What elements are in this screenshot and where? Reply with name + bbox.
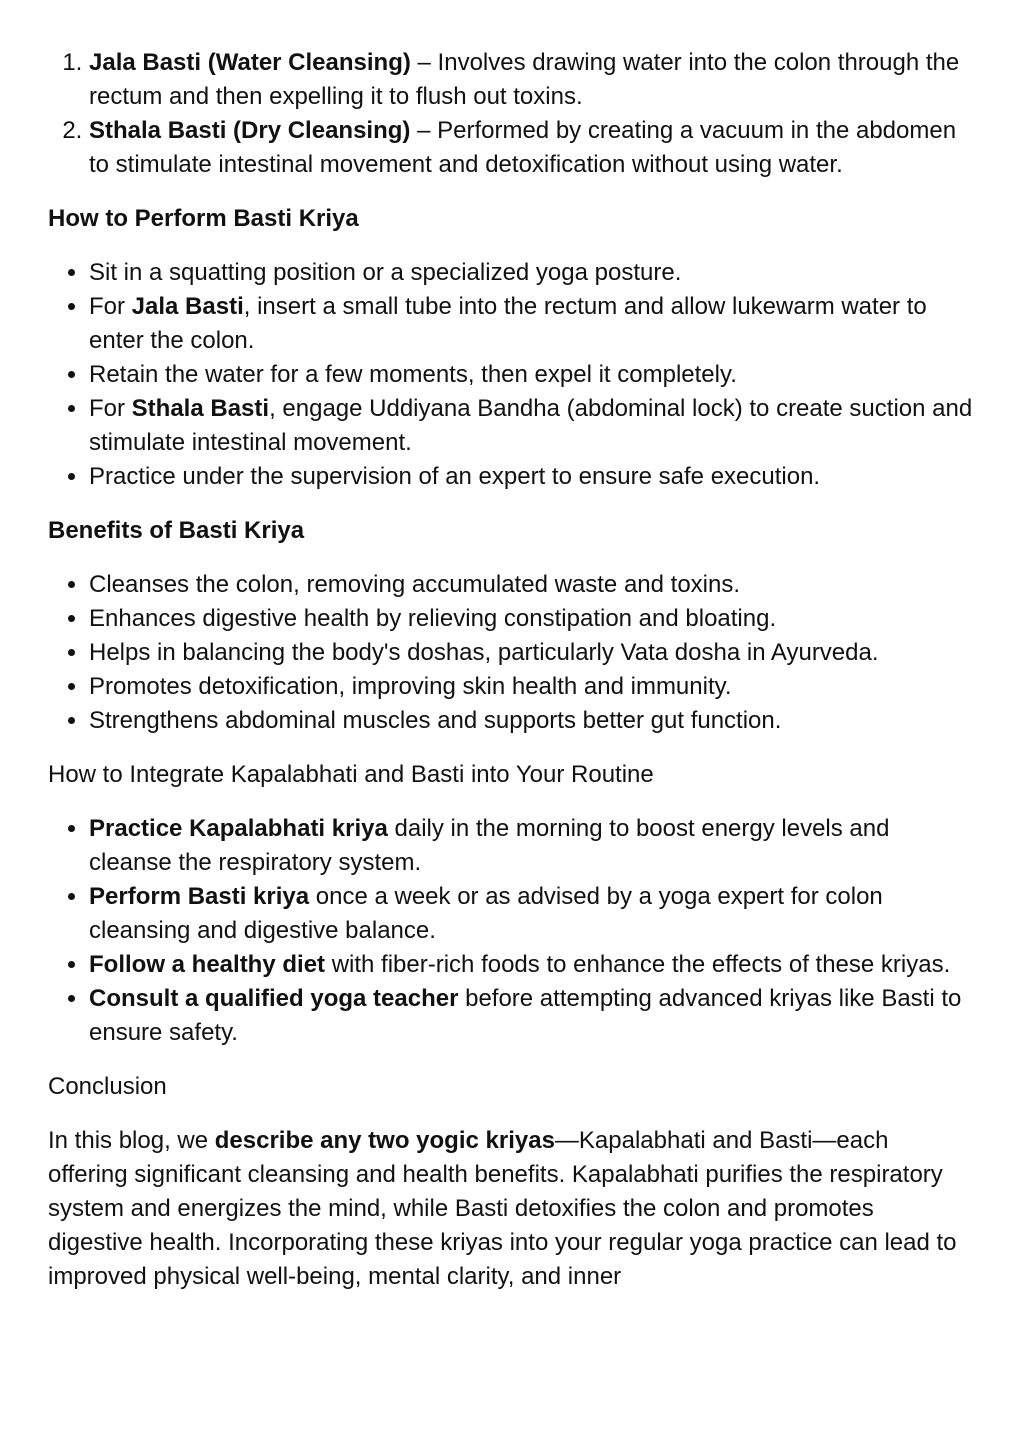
item-text: – Involves drawing water into the colon through the rectum and then expelling it to flush out toxins. (89, 49, 960, 110)
list-item (89, 982, 974, 1050)
item-bold-title: Jala Basti (Water Cleansing) (89, 49, 411, 76)
item-text: For (89, 395, 132, 422)
list-item (89, 812, 974, 880)
item-text: For (89, 293, 132, 320)
paragraph-text: —Kapalabhati and Basti—each offering significant cleansing and health benefits. Kapalabhati purifies the respiratory system and energizes the mind, while Basti detoxifies the colon and promotes digestive health. Incorporating these kriyas into your regular yoga practice can lead to improved physical well-being, mental clarity, and inner (48, 1127, 957, 1290)
item-text: Retain the water for a few moments, then expel it completely. (89, 361, 737, 388)
list-item: • Strengthens abdominal muscles and supports better gut function. (89, 704, 974, 738)
list-item (89, 948, 974, 982)
section-heading-benefits: Benefits of Basti Kriya (48, 517, 305, 544)
item-bold-title: Perform Basti kriya (89, 883, 310, 910)
list-item (89, 46, 974, 114)
list-item: • Cleanses the colon, removing accumulated waste and toxins. (89, 568, 974, 602)
list-item (89, 358, 974, 392)
item-bold-title: Practice Kapalabhati kriya (89, 815, 388, 842)
section-heading-how-to: How to Perform Basti Kriya (48, 205, 359, 232)
list-item (89, 880, 974, 948)
list-item (89, 392, 974, 460)
item-bold-title: Follow a healthy diet (89, 951, 326, 978)
list-item: • Promotes detoxification, improving skin health and immunity. (89, 670, 974, 704)
list-item (89, 290, 974, 358)
item-text: with fiber-rich foods to enhance the effects of these kriyas. (325, 951, 951, 978)
basti-types-list (48, 46, 974, 182)
item-text: – Performed by creating a vacuum in the abdomen to stimulate intestinal movement and detoxification without using water. (89, 117, 957, 178)
item-bold: Jala Basti (131, 293, 244, 320)
list-item (89, 256, 974, 290)
item-text: Sit in a squatting position or a specialized yoga posture. (89, 259, 682, 286)
section-heading-integrate: How to Integrate Kapalabhati and Basti into Your Routine (48, 761, 654, 788)
item-bold-title: Sthala Basti (Dry Cleansing) (89, 117, 411, 144)
paragraph-text: In this blog, we (48, 1127, 215, 1154)
item-text: daily in the morning to boost energy levels and cleanse the respiratory system. (89, 815, 890, 876)
item-text: , engage Uddiyana Bandha (abdominal lock) to create suction and stimulate intestinal movement. (89, 395, 973, 456)
item-text: before attempting advanced kriyas like Basti to ensure safety. (89, 985, 962, 1046)
section-heading-conclusion: Conclusion (48, 1073, 167, 1100)
item-bold-title: Consult a qualified yoga teacher (89, 985, 459, 1012)
item-text: Practice under the supervision of an expert to ensure safe execution. (89, 463, 821, 490)
item-text: , insert a small tube into the rectum and allow lukewarm water to enter the colon. (89, 293, 927, 354)
benefits-list (48, 568, 974, 738)
item-text: once a week or as advised by a yoga expert for colon cleansing and digestive balance. (89, 883, 883, 944)
how-to-list (48, 256, 974, 494)
integrate-list (48, 812, 974, 1050)
list-item: • Helps in balancing the body's doshas, particularly Vata dosha in Ayurveda. (89, 636, 974, 670)
list-item: • Enhances digestive health by relieving constipation and bloating. (89, 602, 974, 636)
conclusion-paragraph (48, 1124, 974, 1294)
list-item (89, 460, 974, 494)
list-item (89, 114, 974, 182)
paragraph-bold: describe any two yogic kriyas (214, 1127, 555, 1154)
item-bold: Sthala Basti (131, 395, 270, 422)
